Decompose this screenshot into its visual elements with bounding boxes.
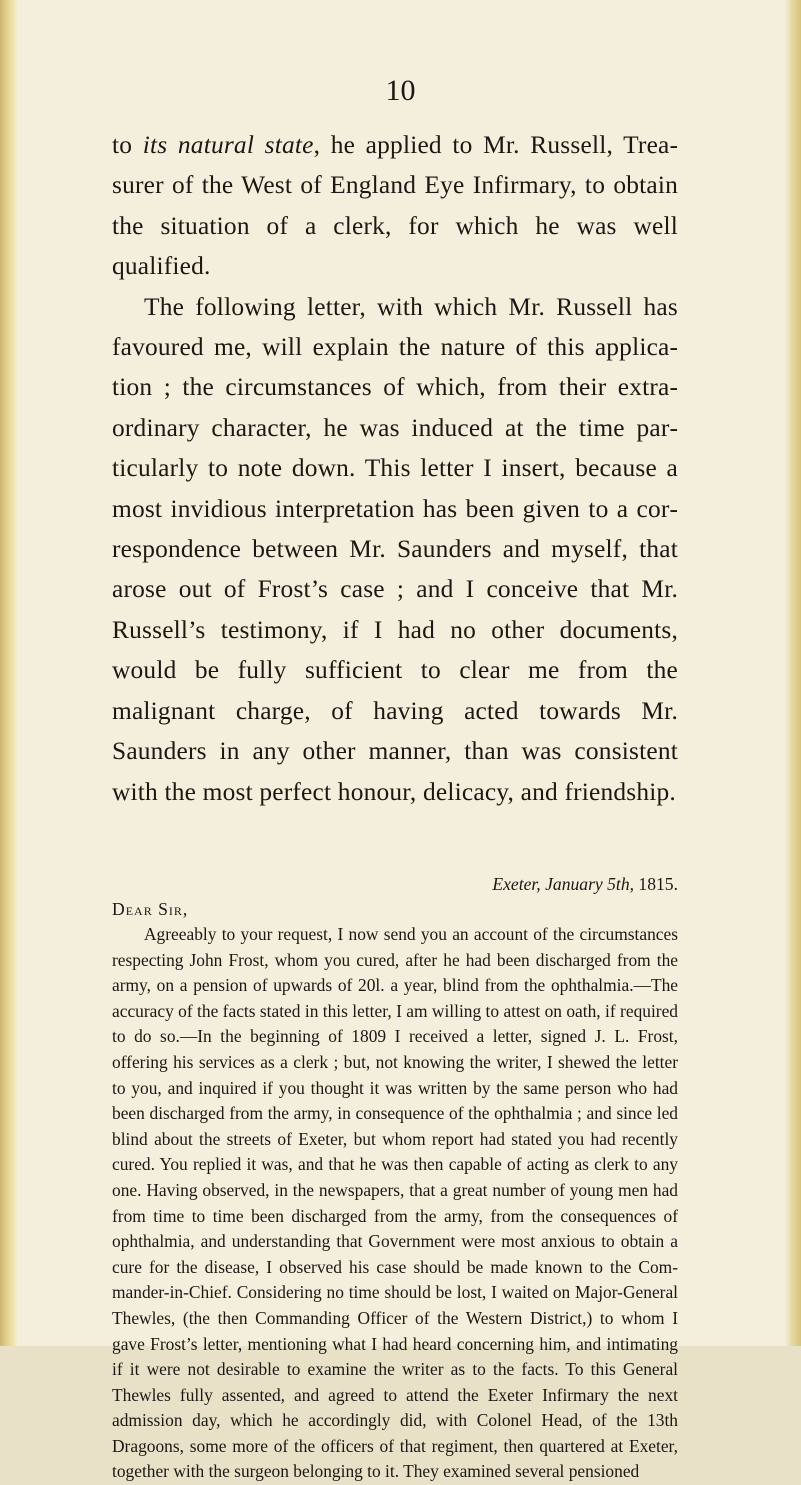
paragraph-1-text: , he applied to Mr. Russell, Treasurer of the West of England Eye Infirmary, to obtain the situation of a clerk, for which he was well qualified. [112, 131, 678, 281]
letter-salutation: Dear Sir, [112, 899, 189, 919]
letter-place: Exeter, January 5th, [492, 874, 635, 894]
letter-place-date [112, 872, 678, 896]
paragraph-2: The following letter, with which Mr. Russell has favoured me, will explain the nature of this application ; the circumstances of which, from their extraordinary character, he was induced at the time particularly to note down. This letter I insert, because a most invidious interpretation has been given to a correspondence between Mr. Saunders and myself, that arose out of Frost’s case ; and I conceive that Mr. Russell’s testimony, if I had no other documents, would be fully sufficient to clear me from the malignant charge, of having acted towards Mr. Saunders in any other manner, than was consistent with the most perfect honour, delicacy, and friendship. [112, 292, 678, 806]
page-number: 10 [385, 74, 416, 107]
body-text [112, 125, 678, 812]
binding-edge [0, 0, 18, 1346]
italic-phrase: its natural state [142, 131, 314, 159]
paragraph-1-prefix: to [112, 131, 143, 159]
letter-paragraph: Agreeably to your request, I now send you an account of the circumstances respecting John Frost, whom you cured, after he had been discharged from the army, on a pension of upwards of 20l. a year, blind from the ophthalmia.—The accuracy of the facts stated in this letter, I am willing to attest on oath, if required to do so.—In the beginning of 1809 I received a letter, signed J. L. Frost, offering his services as a clerk ; but, not knowing the writer, I shewed the letter to you, and inquired if you thought it was written by the same person who had been discharged from the army, in consequence of the ophthalmia ; and since led blind about the streets of Exeter, but whom report had stated you had recently cured. You replied it was, and that he was then capable of acting as clerk to any one. Having observed, in the newspapers, that a great number of young men had from time to time been discharged from the army, from the consequences of ophthalmia, and understanding that Government were most anxious to obtain a cure for the disease, I observed his case should be made known to the Commander-in-Chief. Considering no time should be lost, I waited on Major-General Thewles, (the then Commanding Officer of the Western District,) to whom I gave Frost’s letter, mentioning what I had heard concerning him, and intimating if it were not desirable to examine the writer as to the facts. To this General Thewles fully assented, and agreed to attend the Exeter Infirmary the next admission day, which he accordingly did, with Colonel Head, of the 13th Dragoons, some more of the officers of that regiment, then quartered at Exeter, together with the surgeon belonging to it. They examined several pensioned [112, 924, 678, 1482]
letter-body [112, 922, 678, 1485]
letter-year: 1815. [634, 874, 678, 894]
paragraph-1 [112, 125, 678, 287]
page-edge [785, 0, 801, 1346]
